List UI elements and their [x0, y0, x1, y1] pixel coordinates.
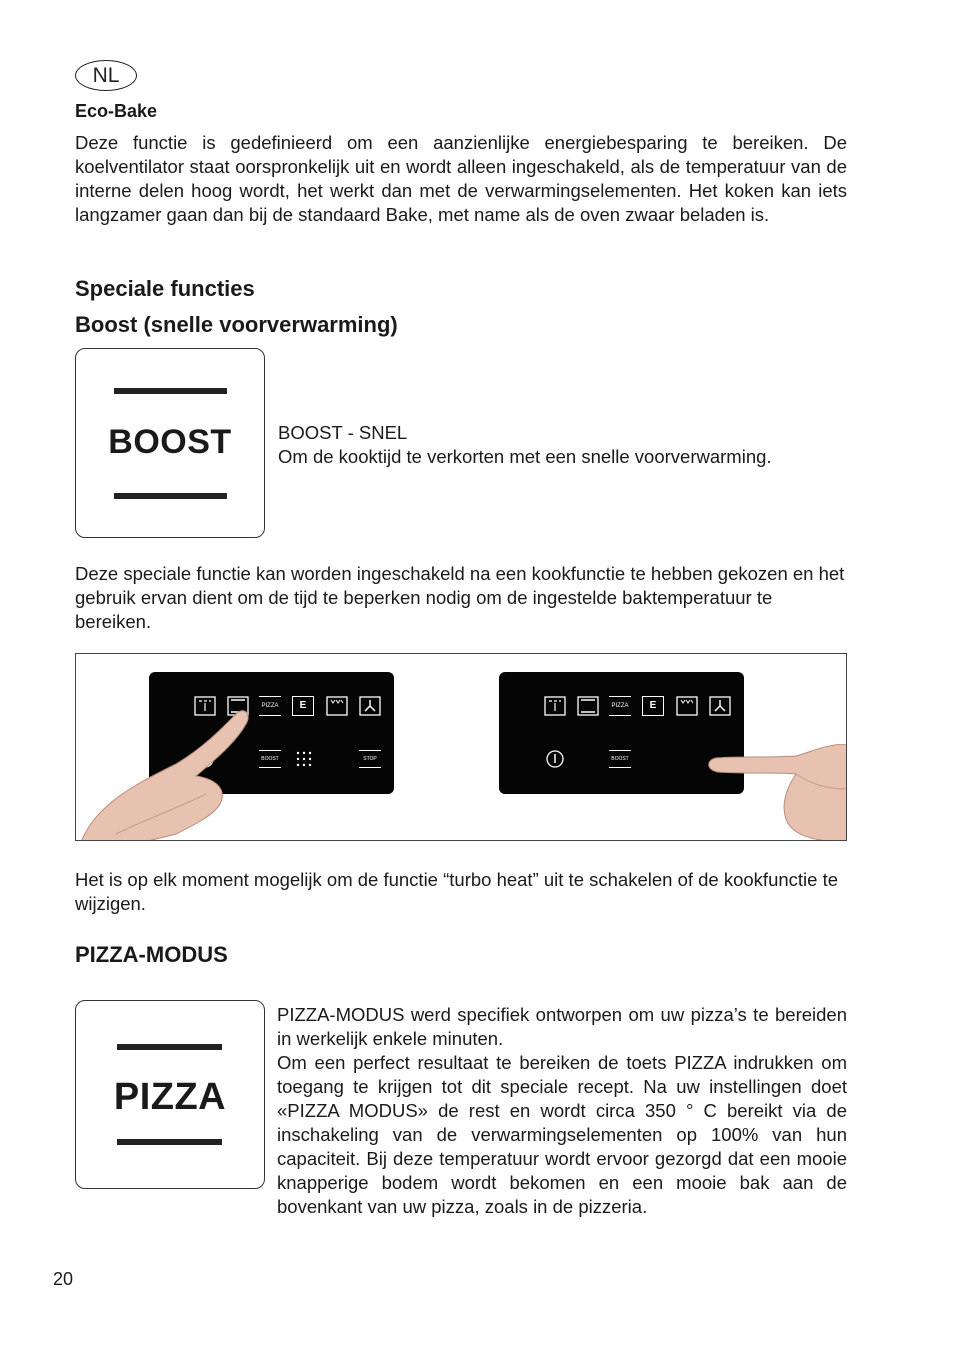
boost-caption-line2: Om de kooktijd te verkorten met een snelle voorverwarming.	[278, 446, 772, 467]
pizza-mode-title: PIZZA-MODUS	[75, 942, 228, 967]
pizza-paragraph-2: Om een perfect resultaat te bereiken de toets PIZZA indrukken om toegang te krijgen tot dit speciale recept. Na uw instellingen doet «PIZZA MODUS» de rest en wordt circa 350 ° C bereikt via de inschakeling van de verwarmingselementen op 100% van hun capaciteit. Bij deze temperatuur wordt ervoor gezorgd dat een mooie knapperige bodem wordt bekomen en een mooie bak aan de bovenkant van uw pizza, zoals in de pizzeria.	[277, 1052, 847, 1217]
key-bar-top	[117, 1044, 222, 1050]
turbo-heat-text: Het is op elk moment mogelijk om de functie “turbo heat” uit te schakelen of de kookfunctie te wijzigen.	[75, 869, 839, 914]
boost-key-label: BOOST	[108, 423, 232, 461]
top-heat-icon	[676, 696, 698, 716]
control-panel-figure	[75, 653, 847, 841]
timer-icon[interactable]	[294, 750, 314, 768]
key-bar-bottom	[114, 493, 227, 499]
boost-caption-line1: BOOST - SNEL	[278, 422, 408, 443]
stop-key[interactable]: STOP	[359, 750, 381, 768]
boost-key[interactable]: BOOST	[259, 750, 281, 768]
eco-bake-title: Eco-Bake	[75, 101, 158, 121]
boost-key-illustration	[75, 348, 265, 538]
boost-title: Boost (snelle voorverwarming)	[75, 312, 398, 337]
fan-icon	[359, 696, 381, 716]
key-bar-bottom	[117, 1139, 222, 1145]
special-functions-title: Speciale functies	[75, 276, 255, 301]
grill-icon	[544, 696, 566, 716]
eco-bake-key[interactable]: E	[642, 696, 664, 716]
eco-bake-text: Deze functie is gedefinieerd om een aanzienlijke energiebesparing te bereiken. De koelventilator staat oorspronkelijk uit en wordt alleen ingeschakeld, als de temperatuur van de interne delen hoog wordt, het werkt dan met de verwarmingselementen. Het koken kan iets langzamer gaan dan bij de standaard Bake, met name als de oven zwaar beladen is.	[75, 132, 847, 225]
boost-description: Deze speciale functie kan worden ingeschakeld na een kookfunctie te hebben gekozen en het gebruik ervan dient om de tijd te beperken nodig om de ingestelde baktemperatuur te bereiken.	[75, 563, 845, 632]
pizza-paragraph-1: PIZZA-MODUS werd specifiek ontworpen om uw pizza’s te bereiden in werkelijk enkele minuten.	[277, 1004, 847, 1049]
pizza-key[interactable]: PIZZA	[259, 696, 281, 716]
pizza-key-illustration	[75, 1000, 265, 1189]
eco-bake-key[interactable]: E	[292, 696, 314, 716]
top-heat-icon	[326, 696, 348, 716]
pizza-key[interactable]: PIZZA	[609, 696, 631, 716]
power-icon[interactable]	[545, 749, 565, 769]
hand-icon	[76, 684, 256, 841]
boost-caption	[278, 421, 772, 469]
boost-key[interactable]: BOOST	[609, 750, 631, 768]
pizza-mode-text	[277, 1003, 847, 1219]
fan-icon	[709, 696, 731, 716]
language-badge: NL	[75, 60, 137, 91]
bake-icon	[577, 696, 599, 716]
page-number: 20	[53, 1269, 74, 1289]
hand-icon	[636, 744, 847, 841]
pizza-key-label: PIZZA	[113, 1076, 227, 1118]
key-bar-top	[114, 388, 227, 394]
